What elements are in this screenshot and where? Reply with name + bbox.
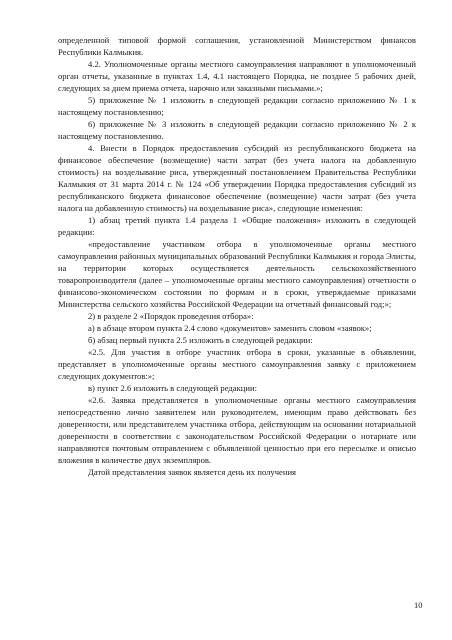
- page-number: 10: [414, 601, 423, 610]
- paragraph: а) в абзаце втором пункта 2.4 слово «документов» заменить словом «заявок»;: [88, 323, 372, 333]
- document-body: [58, 34, 416, 478]
- paragraph: 2) в разделе 2 «Порядок проведения отбора»:: [88, 311, 254, 321]
- paragraph: определенной типовой формой соглашения, установленной Министерством финансов Республики Калмыкия.: [58, 35, 416, 57]
- paragraph: б) абзац первый пункта 2.5 изложить в следующей редакции:: [88, 335, 313, 345]
- paragraph: в) пункт 2.6 изложить в следующей редакции:: [88, 383, 257, 393]
- paragraph: 4. Внести в Порядок предоставления субсидий из республиканского бюджета на финансовое обеспечение (возмещение) части затрат (без учета налога на добавленную стоимость) на возделывание риса, утвержденный постановлением Правительства Республики Калмыкия от 31 марта 2014 г. № 124 «Об утверждении Порядка предоставления субсидий из республиканского бюджета финансовое обеспечение (возмещение) части затрат (без учета налога на добавленную стоимость) на возделывание риса», следующие изменения:: [58, 143, 416, 213]
- paragraph: 6) приложение № 3 изложить в следующей редакции согласно приложению № 2 к настоящему постановлению.: [58, 119, 416, 141]
- paragraph: «2.6. Заявка представляется в уполномоченные органы местного самоуправления непосредственно лично заявителем или руководителем, имеющим право действовать без доверенности, или представителем участника отбора, действующим на основании нотариальной доверенности в соответствии с законодательством Российской Федерации о нотариате или направляются почтовым отправлением с объявленной ценностью при его пересылке и описью вложения в количестве двух экземпляров.: [58, 395, 416, 465]
- paragraph: «2.5. Для участия в отборе участник отбора в сроки, указанные в объявлении, представляет в уполномоченные органы местного самоуправления заявку с приложением следующих документов:»;: [58, 347, 416, 381]
- paragraph: 5) приложение № 1 изложить в следующей редакции согласно приложению № 1 к настоящему постановлению;: [58, 95, 416, 117]
- paragraph: Датой представления заявок является день их получения: [88, 467, 297, 477]
- paragraph: «предоставление участником отбора в уполномоченные органы местного самоуправления районных муниципальных образований Республики Калмыкия и города Элисты, на территории которых осуществляется деятельность сельскохозяйственного товаропроизводителя (далее – уполномоченные органы местного самоуправления) отчетности о финансово-экономическом состоянии по формам и в сроки, утверждаемые приказами Министерства сельского хозяйства Российской Федерации на отчетный финансовый год;»;: [58, 239, 416, 309]
- paragraph: 1) абзац третий пункта 1.4 раздела 1 «Общие положения» изложить в следующей редакции:: [58, 215, 416, 237]
- paragraph: 4.2. Уполномоченные органы местного самоуправления направляют в уполномоченный орган отчеты, указанные в пунктах 1.4, 4.1 настоящего Порядка, не позднее 5 рабочих дней, следующих за днем приема отчета, нарочно или заказными письмами.»;: [58, 59, 416, 93]
